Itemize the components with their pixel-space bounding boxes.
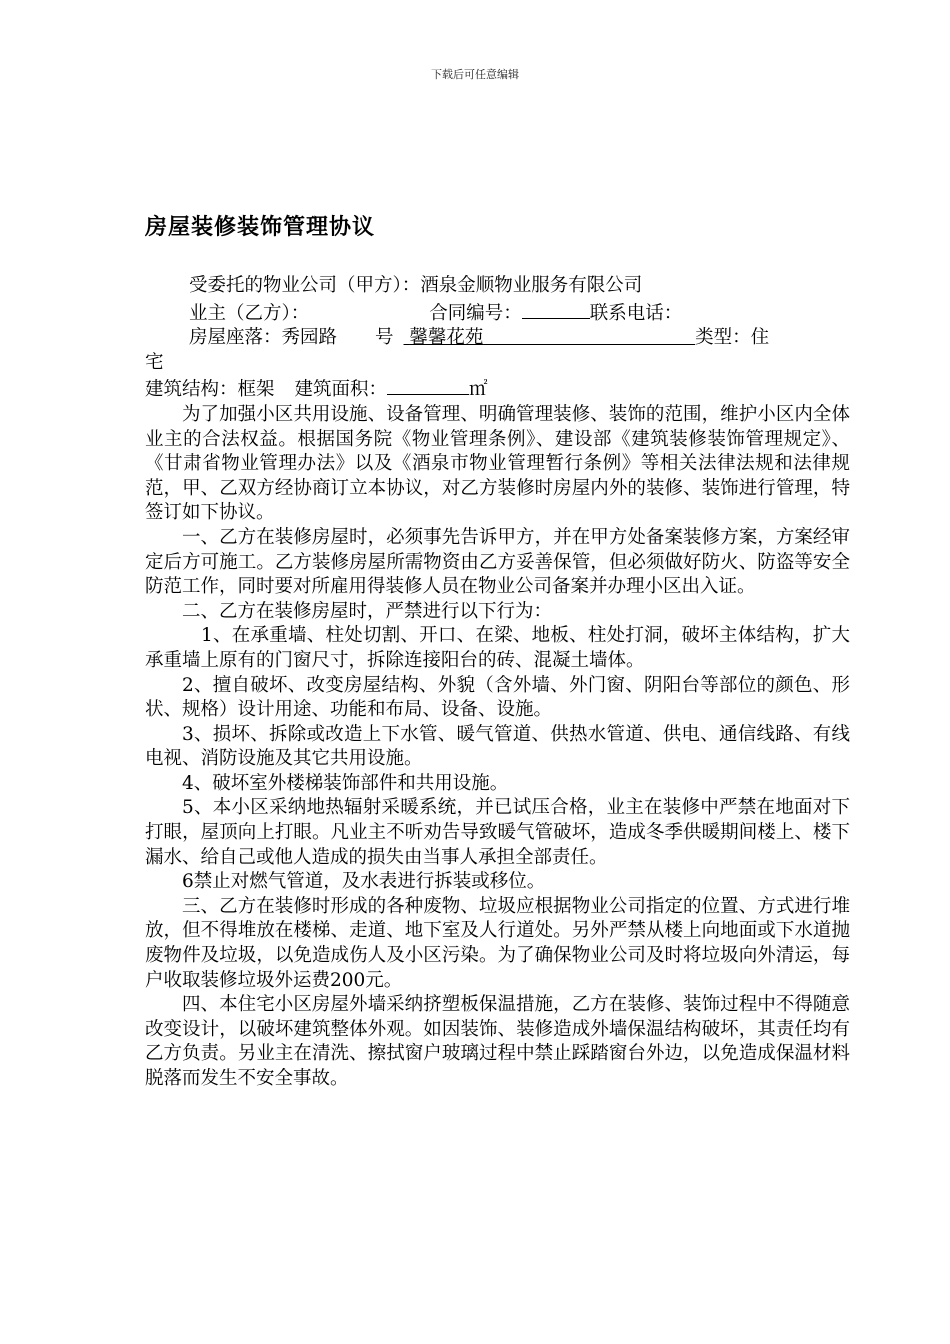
location-label: 房屋座落：秀园路	[189, 327, 338, 349]
owner-line	[145, 299, 850, 327]
document-body	[145, 274, 850, 1092]
clause-2: 二、乙方在装修房屋时，严禁进行以下行为：	[182, 600, 553, 622]
contract-no-label: 合同编号：	[429, 302, 522, 324]
intro-paragraph: 为了加强小区共用设施、设备管理、明确管理装修、装饰的范围，维护小区内全体业主的合法权益。根据国务院《物业管理条例》、建设部《建筑装修装饰管理规定》、《甘肃省物业管理办法》以及《酒泉市物业管理暂行条例》等相关法律法规和法律规范，甲、乙双方经协商订立本协议，对乙方装修时房屋内外的装修、装饰进行管理，特签订如下协议。	[145, 403, 850, 524]
phone-label: 联系电话：	[589, 302, 683, 324]
clause-4: 四、本住宅小区房屋外墙采纳挤塑板保温措施，乙方在装修、装饰过程中不得随意改变设计，以破坏建筑整体外观。如因装饰、装修造成外墙保温结构破坏，其责任均有乙方负责。另业主在清洗、擦拭窗户玻璃过程中禁止踩踏窗台外边，以免造成保温材料脱落而发生不安全事故。	[145, 994, 850, 1089]
contract-no-blank	[522, 299, 590, 319]
clause-2-item-6: 6禁止对燃气管道，及水表进行拆装或移位。	[182, 871, 546, 893]
type-continuation: 宅	[145, 351, 164, 373]
area-unit: ㎡	[469, 379, 488, 401]
clause-1: 一、乙方在装修房屋时，必须事先告诉甲方，并在甲方处备案装修方案，方案经审定后方可施工。乙方装修房屋所需物资由乙方妥善保管，但必须做好防火、防盗等安全防范工作，同时要对所雇用得装修人员在物业公司备案并办理小区出入证。	[145, 526, 850, 598]
party-a-text: 受委托的物业公司（甲方）：酒泉金顺物业服务有限公司	[189, 275, 643, 296]
community-name	[404, 327, 696, 348]
clause-2-item-3: 3、损坏、拆除或改造上下水管、暖气管道、供热水管道、供电、通信线路、有线电视、消防设施及其它共用设施。	[145, 723, 850, 770]
area-blank	[387, 375, 469, 395]
page-header-note: 下载后可任意编辑	[431, 68, 519, 81]
structure-label: 建筑结构：框架	[145, 379, 275, 401]
clause-2-item-5: 5、本小区采纳地热辐射采暖系统，并已试压合格，业主在装修中严禁在地面对下打眼，屋顶向上打眼。凡业主不听劝告导致暖气管破坏，造成冬季供暖期间楼上、楼下漏水、给自己或他人造成的损失由当事人承担全部责任。	[145, 797, 850, 868]
owner-label: 业主（乙方）：	[189, 302, 310, 324]
document-title: 房屋装修装饰管理协议	[145, 215, 376, 240]
area-label: 建筑面积：	[294, 379, 388, 401]
location-line	[145, 326, 850, 351]
clause-2-item-2: 2、擅自破坏、改变房屋结构、外貌（含外墙、外门窗、阴阳台等部位的颜色、形状、规格）设计用途、功能和布局、设备、设施。	[145, 674, 850, 721]
clause-2-item-4: 4、破坏室外楼梯装饰部件和共用设施。	[182, 772, 509, 794]
clause-2-item-1: 1、在承重墙、柱处切割、开口、在梁、地板、柱处打洞，破坏主体结构，扩大承重墙上原有的门窗尺寸，拆除连接阳台的砖、混凝土墙体。	[145, 625, 850, 671]
clause-3: 三、乙方在装修时形成的各种废物、垃圾应根据物业公司指定的位置、方式进行堆放，但不得堆放在楼梯、走道、地下室及人行道处。另外严禁从楼上向地面或下水道抛废物件及垃圾，以免造成伤人及小区污染。为了确保物业公司及时将垃圾向外清运，每户收取装修垃圾外运费200元。	[145, 895, 850, 991]
type-label: 类型：住	[695, 327, 770, 349]
community-text: 馨馨花苑	[409, 327, 484, 349]
number-label: 号	[375, 327, 394, 349]
party-a-line	[145, 274, 850, 299]
structure-line	[145, 375, 850, 403]
